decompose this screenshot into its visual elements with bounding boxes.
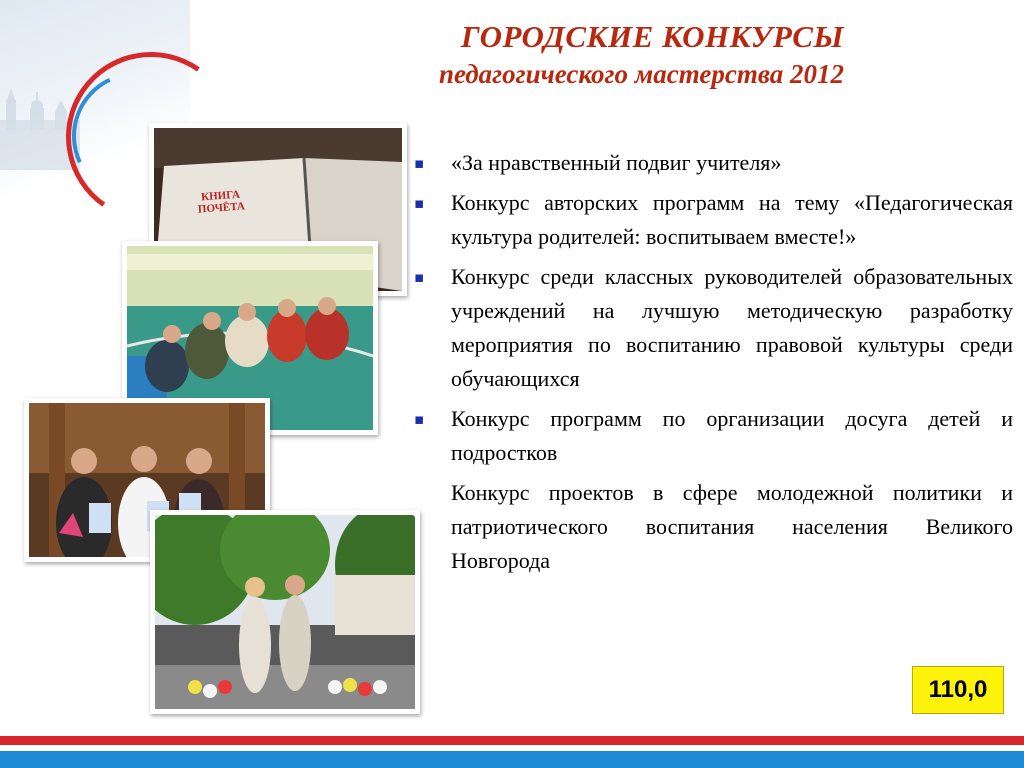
photo-outdoor-ceremony <box>150 510 420 714</box>
title-line-2: педагогического мастерства 2012 <box>438 59 844 89</box>
blue-stripe <box>0 751 1024 768</box>
bottom-stripes <box>0 736 1024 768</box>
list-item-text: Конкурс проектов в сфере молодежной политики и патриотического воспитания населения Великого Новгорода <box>451 480 1013 573</box>
list-item <box>413 146 1013 180</box>
bullet-icon: ▪ <box>414 154 425 172</box>
slide-title <box>439 18 844 92</box>
list-item-text: «За нравственный подвиг учителя» <box>451 150 782 175</box>
list-item <box>413 186 1013 254</box>
bullet-icon: ▪ <box>414 194 425 212</box>
list-item-text: Конкурс среди классных руководителей образовательных учреждений на лучшую методическую разработку мероприятия по воспитанию правовой культуры среди обучающихся <box>451 264 1013 391</box>
contest-list <box>413 146 1013 584</box>
list-item <box>413 476 1013 578</box>
bullet-icon: ▪ <box>414 268 425 286</box>
list-item-text: Конкурс авторских программ на тему «Педагогическая культура родителей: воспитываем вместе!» <box>451 190 1013 249</box>
list-item <box>413 402 1013 470</box>
list-item <box>413 260 1013 396</box>
list-item-text: Конкурс программ по организации досуга детей и подростков <box>451 406 1013 465</box>
value-badge: 110,0 <box>912 666 1004 714</box>
book-cover-text: КНИГА ПОЧЁТА <box>197 188 246 216</box>
title-line-1: ГОРОДСКИЕ КОНКУРСЫ <box>460 19 844 54</box>
red-stripe <box>0 736 1024 745</box>
bullet-icon: ▪ <box>414 410 425 428</box>
